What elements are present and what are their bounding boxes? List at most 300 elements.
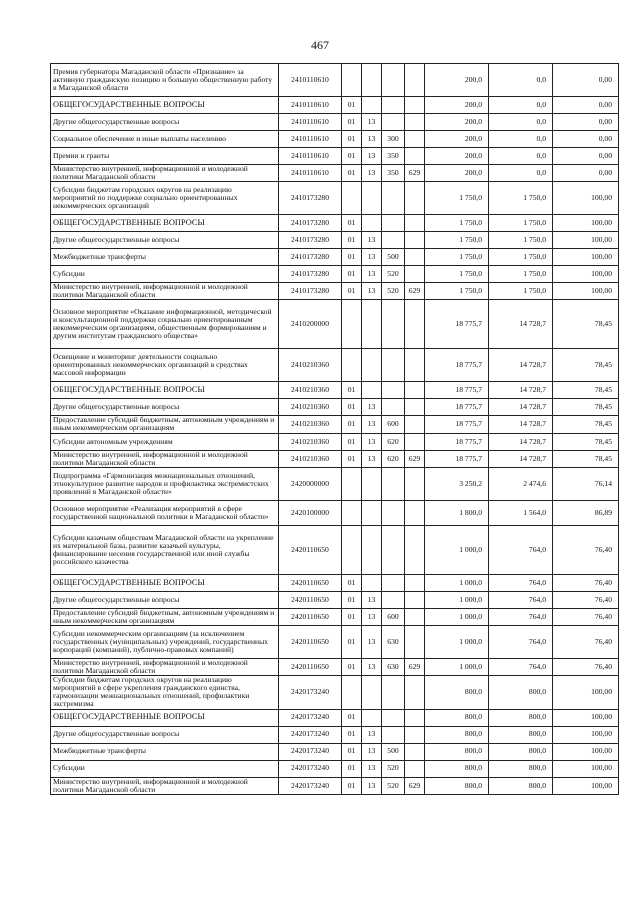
row-department-code <box>405 676 425 709</box>
row-planned-amount: 200,0 <box>425 64 489 97</box>
row-planned-amount: 18 775,7 <box>425 399 489 416</box>
row-target-code: 2410110610 <box>279 64 342 97</box>
row-planned-amount: 200,0 <box>425 165 489 182</box>
row-planned-amount: 1 750,0 <box>425 215 489 232</box>
row-actual-amount: 800,0 <box>489 709 553 726</box>
row-subsection-code: 13 <box>362 266 382 283</box>
row-execution-percent: 100,00 <box>553 726 619 743</box>
row-section-code <box>342 300 362 349</box>
row-actual-amount: 0,0 <box>489 131 553 148</box>
row-name: Предоставление субсидий бюджетным, автономным учреждениям и иным некоммерческим организациям <box>51 608 279 625</box>
row-target-code: 2420173240 <box>279 676 342 709</box>
row-subsection-code: 13 <box>362 726 382 743</box>
row-expense-type-code: 520 <box>382 777 405 794</box>
row-subsection-code <box>362 709 382 726</box>
row-section-code: 01 <box>342 131 362 148</box>
table-row <box>51 450 619 467</box>
row-section-code: 01 <box>342 433 362 450</box>
row-expense-type-code <box>382 182 405 215</box>
table-row <box>51 382 619 399</box>
row-section-code <box>342 64 362 97</box>
row-section-code: 01 <box>342 266 362 283</box>
row-section-code: 01 <box>342 777 362 794</box>
row-target-code: 2420110650 <box>279 608 342 625</box>
row-actual-amount: 764,0 <box>489 591 553 608</box>
row-expense-type-code: 520 <box>382 760 405 777</box>
row-department-code: 629 <box>405 165 425 182</box>
row-section-code: 01 <box>342 625 362 658</box>
row-execution-percent: 0,00 <box>553 64 619 97</box>
table-row <box>51 349 619 382</box>
row-name: Министерство внутренней, информационной и молодежной политики Магаданской области <box>51 165 279 182</box>
row-planned-amount: 3 250,2 <box>425 467 489 500</box>
row-expense-type-code <box>382 64 405 97</box>
row-section-code: 01 <box>342 215 362 232</box>
table-row <box>51 760 619 777</box>
row-target-code: 2420110650 <box>279 625 342 658</box>
row-expense-type-code <box>382 349 405 382</box>
row-department-code <box>405 574 425 591</box>
row-name: Другие общегосударственные вопросы <box>51 726 279 743</box>
row-target-code: 2410173280 <box>279 266 342 283</box>
row-section-code <box>342 525 362 574</box>
row-department-code <box>405 760 425 777</box>
row-name: Предоставление субсидий бюджетным, автономным учреждениям и иным некоммерческим организациям <box>51 416 279 433</box>
row-expense-type-code <box>382 232 405 249</box>
row-execution-percent: 100,00 <box>553 232 619 249</box>
row-department-code <box>405 625 425 658</box>
row-expense-type-code <box>382 382 405 399</box>
row-section-code <box>342 676 362 709</box>
row-actual-amount: 1 564,0 <box>489 500 553 525</box>
row-department-code <box>405 743 425 760</box>
row-expense-type-code: 520 <box>382 283 405 300</box>
row-name: ОБЩЕГОСУДАРСТВЕННЫЕ ВОПРОСЫ <box>51 215 279 232</box>
table-row <box>51 283 619 300</box>
row-expense-type-code: 520 <box>382 266 405 283</box>
row-actual-amount: 764,0 <box>489 525 553 574</box>
row-section-code: 01 <box>342 249 362 266</box>
row-actual-amount: 764,0 <box>489 625 553 658</box>
row-planned-amount: 1 000,0 <box>425 658 489 675</box>
row-execution-percent: 76,40 <box>553 525 619 574</box>
row-subsection-code <box>362 525 382 574</box>
row-expense-type-code: 620 <box>382 450 405 467</box>
row-section-code <box>342 500 362 525</box>
row-expense-type-code <box>382 676 405 709</box>
row-target-code: 2410110610 <box>279 165 342 182</box>
row-department-code <box>405 399 425 416</box>
row-actual-amount: 764,0 <box>489 608 553 625</box>
table-row <box>51 608 619 625</box>
row-section-code: 01 <box>342 232 362 249</box>
row-department-code <box>405 97 425 114</box>
row-department-code: 629 <box>405 777 425 794</box>
row-actual-amount: 800,0 <box>489 777 553 794</box>
row-section-code: 01 <box>342 97 362 114</box>
table-row <box>51 726 619 743</box>
table-row <box>51 574 619 591</box>
row-execution-percent: 0,00 <box>553 165 619 182</box>
row-name: Основное мероприятие «Реализация мероприятий в сфере государственной национальной политики в Магаданской области» <box>51 500 279 525</box>
row-expense-type-code <box>382 215 405 232</box>
row-department-code <box>405 300 425 349</box>
row-expense-type-code <box>382 399 405 416</box>
table-row <box>51 399 619 416</box>
row-actual-amount: 764,0 <box>489 574 553 591</box>
row-actual-amount: 1 750,0 <box>489 283 553 300</box>
row-actual-amount: 1 750,0 <box>489 266 553 283</box>
table-row <box>51 114 619 131</box>
row-target-code: 2410210360 <box>279 399 342 416</box>
row-expense-type-code: 620 <box>382 433 405 450</box>
row-expense-type-code: 600 <box>382 608 405 625</box>
row-planned-amount: 800,0 <box>425 760 489 777</box>
row-execution-percent: 78,45 <box>553 300 619 349</box>
row-subsection-code: 13 <box>362 760 382 777</box>
table-row <box>51 709 619 726</box>
row-target-code: 2420173240 <box>279 760 342 777</box>
row-actual-amount: 800,0 <box>489 676 553 709</box>
row-subsection-code: 13 <box>362 608 382 625</box>
row-section-code: 01 <box>342 591 362 608</box>
row-planned-amount: 18 775,7 <box>425 349 489 382</box>
row-expense-type-code: 630 <box>382 625 405 658</box>
row-execution-percent: 78,45 <box>553 382 619 399</box>
row-department-code <box>405 148 425 165</box>
row-section-code: 01 <box>342 114 362 131</box>
row-department-code <box>405 114 425 131</box>
row-subsection-code <box>362 676 382 709</box>
row-subsection-code: 13 <box>362 232 382 249</box>
row-subsection-code: 13 <box>362 148 382 165</box>
row-execution-percent: 100,00 <box>553 777 619 794</box>
row-expense-type-code: 350 <box>382 165 405 182</box>
row-expense-type-code: 500 <box>382 249 405 266</box>
row-name: Другие общегосударственные вопросы <box>51 232 279 249</box>
row-target-code: 2410210360 <box>279 416 342 433</box>
row-target-code: 2420110650 <box>279 591 342 608</box>
row-target-code: 2410200000 <box>279 300 342 349</box>
row-department-code <box>405 382 425 399</box>
row-execution-percent: 78,45 <box>553 416 619 433</box>
row-execution-percent: 78,45 <box>553 399 619 416</box>
row-execution-percent: 78,45 <box>553 450 619 467</box>
row-department-code: 629 <box>405 283 425 300</box>
row-name: Межбюджетные трансферты <box>51 249 279 266</box>
row-section-code: 01 <box>342 450 362 467</box>
row-department-code: 629 <box>405 450 425 467</box>
row-actual-amount: 0,0 <box>489 148 553 165</box>
table-row <box>51 249 619 266</box>
row-planned-amount: 1 750,0 <box>425 232 489 249</box>
row-target-code: 2410173280 <box>279 249 342 266</box>
row-section-code: 01 <box>342 399 362 416</box>
row-target-code: 2420173240 <box>279 777 342 794</box>
row-name: Премия губернатора Магаданской области «Признание» за активную гражданскую позицию и большую общественную работу в Магаданской области <box>51 64 279 97</box>
row-expense-type-code <box>382 300 405 349</box>
row-subsection-code: 13 <box>362 433 382 450</box>
row-section-code: 01 <box>342 165 362 182</box>
row-name: Подпрограмма «Гармонизация межнациональных отношений, этнокультурное развитие народов и профилактика экстремистских проявлений в Магаданской области» <box>51 467 279 500</box>
row-subsection-code: 13 <box>362 625 382 658</box>
row-planned-amount: 200,0 <box>425 114 489 131</box>
row-target-code: 2410173280 <box>279 215 342 232</box>
row-execution-percent: 100,00 <box>553 182 619 215</box>
row-section-code: 01 <box>342 148 362 165</box>
budget-table <box>50 63 619 795</box>
row-name: Министерство внутренней, информационной и молодежной политики Магаданской области <box>51 658 279 675</box>
row-department-code <box>405 349 425 382</box>
row-expense-type-code: 300 <box>382 131 405 148</box>
row-subsection-code: 13 <box>362 591 382 608</box>
row-execution-percent: 100,00 <box>553 743 619 760</box>
row-actual-amount: 800,0 <box>489 743 553 760</box>
row-planned-amount: 1 750,0 <box>425 283 489 300</box>
row-section-code: 01 <box>342 382 362 399</box>
row-planned-amount: 1 000,0 <box>425 625 489 658</box>
row-actual-amount: 14 728,7 <box>489 399 553 416</box>
row-actual-amount: 0,0 <box>489 114 553 131</box>
row-planned-amount: 800,0 <box>425 777 489 794</box>
row-target-code: 2420173240 <box>279 726 342 743</box>
row-target-code: 2410173280 <box>279 232 342 249</box>
row-planned-amount: 1 000,0 <box>425 525 489 574</box>
row-section-code: 01 <box>342 743 362 760</box>
row-planned-amount: 800,0 <box>425 743 489 760</box>
row-execution-percent: 100,00 <box>553 709 619 726</box>
row-expense-type-code <box>382 500 405 525</box>
row-section-code: 01 <box>342 574 362 591</box>
row-execution-percent: 100,00 <box>553 676 619 709</box>
row-target-code: 2410173280 <box>279 182 342 215</box>
row-target-code: 2410210360 <box>279 382 342 399</box>
row-actual-amount: 1 750,0 <box>489 215 553 232</box>
row-name: Основное мероприятие «Оказание информационной, методической и консультационной поддержки социально ориентированным некоммерческим организациям, общественным формированиям и другим институтам гражданского общества» <box>51 300 279 349</box>
row-actual-amount: 1 750,0 <box>489 249 553 266</box>
row-planned-amount: 18 775,7 <box>425 450 489 467</box>
row-name: Премии и гранты <box>51 148 279 165</box>
row-department-code <box>405 500 425 525</box>
row-planned-amount: 18 775,7 <box>425 300 489 349</box>
row-department-code <box>405 416 425 433</box>
row-execution-percent: 0,00 <box>553 114 619 131</box>
row-subsection-code <box>362 467 382 500</box>
page-number: 467 <box>311 38 329 52</box>
row-subsection-code: 13 <box>362 131 382 148</box>
row-expense-type-code: 350 <box>382 148 405 165</box>
row-department-code <box>405 709 425 726</box>
table-row <box>51 300 619 349</box>
row-expense-type-code <box>382 525 405 574</box>
row-planned-amount: 800,0 <box>425 726 489 743</box>
row-name: Субсидии <box>51 266 279 283</box>
row-target-code: 2420110650 <box>279 525 342 574</box>
row-name: Межбюджетные трансферты <box>51 743 279 760</box>
row-department-code: 629 <box>405 658 425 675</box>
row-planned-amount: 1 000,0 <box>425 608 489 625</box>
table-row <box>51 97 619 114</box>
row-department-code <box>405 232 425 249</box>
row-planned-amount: 1 000,0 <box>425 574 489 591</box>
row-name: ОБЩЕГОСУДАРСТВЕННЫЕ ВОПРОСЫ <box>51 574 279 591</box>
row-target-code: 2410110610 <box>279 131 342 148</box>
table-row <box>51 500 619 525</box>
row-planned-amount: 1 750,0 <box>425 182 489 215</box>
row-target-code: 2410173280 <box>279 283 342 300</box>
row-subsection-code <box>362 97 382 114</box>
row-actual-amount: 1 750,0 <box>489 232 553 249</box>
row-actual-amount: 14 728,7 <box>489 382 553 399</box>
row-planned-amount: 200,0 <box>425 97 489 114</box>
row-expense-type-code: 500 <box>382 743 405 760</box>
row-subsection-code <box>362 300 382 349</box>
row-section-code: 01 <box>342 760 362 777</box>
table-row <box>51 525 619 574</box>
row-target-code: 2410210360 <box>279 349 342 382</box>
row-execution-percent: 100,00 <box>553 215 619 232</box>
row-subsection-code: 13 <box>362 743 382 760</box>
row-target-code: 2410210360 <box>279 450 342 467</box>
row-name: ОБЩЕГОСУДАРСТВЕННЫЕ ВОПРОСЫ <box>51 709 279 726</box>
row-execution-percent: 0,00 <box>553 97 619 114</box>
row-target-code: 2420110650 <box>279 574 342 591</box>
row-name: Субсидии бюджетам городских округов на реализацию мероприятий по поддержке социально ориентированных некоммерческих организаций <box>51 182 279 215</box>
row-target-code: 2420000000 <box>279 467 342 500</box>
row-target-code: 2410210360 <box>279 433 342 450</box>
row-section-code: 01 <box>342 709 362 726</box>
row-name: Другие общегосударственные вопросы <box>51 399 279 416</box>
row-subsection-code: 13 <box>362 114 382 131</box>
row-subsection-code: 13 <box>362 450 382 467</box>
row-actual-amount: 14 728,7 <box>489 416 553 433</box>
row-execution-percent: 76,40 <box>553 591 619 608</box>
row-subsection-code <box>362 500 382 525</box>
row-actual-amount: 14 728,7 <box>489 300 553 349</box>
row-planned-amount: 18 775,7 <box>425 382 489 399</box>
row-expense-type-code <box>382 97 405 114</box>
row-actual-amount: 1 750,0 <box>489 182 553 215</box>
row-execution-percent: 76,14 <box>553 467 619 500</box>
row-section-code <box>342 182 362 215</box>
row-subsection-code: 13 <box>362 777 382 794</box>
row-section-code <box>342 467 362 500</box>
row-expense-type-code: 630 <box>382 658 405 675</box>
row-actual-amount: 800,0 <box>489 726 553 743</box>
row-execution-percent: 76,40 <box>553 625 619 658</box>
table-row <box>51 266 619 283</box>
row-department-code <box>405 433 425 450</box>
row-target-code: 2420110650 <box>279 658 342 675</box>
row-subsection-code <box>362 382 382 399</box>
row-expense-type-code: 600 <box>382 416 405 433</box>
row-department-code <box>405 131 425 148</box>
row-department-code <box>405 266 425 283</box>
row-expense-type-code <box>382 709 405 726</box>
row-expense-type-code <box>382 591 405 608</box>
row-target-code: 2420173240 <box>279 743 342 760</box>
row-execution-percent: 78,45 <box>553 433 619 450</box>
row-expense-type-code <box>382 726 405 743</box>
row-planned-amount: 800,0 <box>425 676 489 709</box>
table-row <box>51 433 619 450</box>
row-subsection-code <box>362 64 382 97</box>
row-planned-amount: 1 750,0 <box>425 266 489 283</box>
row-name: Субсидии некоммерческим организациям (за исключением государственных (муниципальных) учреждений, государственных корпораций (компаний), публично-правовых компаний) <box>51 625 279 658</box>
row-department-code <box>405 215 425 232</box>
row-name: ОБЩЕГОСУДАРСТВЕННЫЕ ВОПРОСЫ <box>51 382 279 399</box>
row-execution-percent: 0,00 <box>553 131 619 148</box>
row-planned-amount: 1 000,0 <box>425 591 489 608</box>
row-execution-percent: 76,40 <box>553 658 619 675</box>
row-execution-percent: 78,45 <box>553 349 619 382</box>
row-name: Министерство внутренней, информационной и молодежной политики Магаданской области <box>51 450 279 467</box>
row-planned-amount: 200,0 <box>425 148 489 165</box>
row-actual-amount: 14 728,7 <box>489 349 553 382</box>
row-planned-amount: 18 775,7 <box>425 433 489 450</box>
row-target-code: 2410110610 <box>279 114 342 131</box>
row-subsection-code <box>362 182 382 215</box>
row-planned-amount: 1 800,0 <box>425 500 489 525</box>
row-section-code <box>342 349 362 382</box>
table-row <box>51 743 619 760</box>
row-name: ОБЩЕГОСУДАРСТВЕННЫЕ ВОПРОСЫ <box>51 97 279 114</box>
table-row <box>51 64 619 97</box>
table-row <box>51 658 619 675</box>
row-expense-type-code <box>382 467 405 500</box>
row-name: Министерство внутренней, информационной и молодежной политики Магаданской области <box>51 283 279 300</box>
row-subsection-code: 13 <box>362 283 382 300</box>
row-subsection-code <box>362 574 382 591</box>
row-department-code <box>405 249 425 266</box>
row-name: Другие общегосударственные вопросы <box>51 114 279 131</box>
row-name: Субсидии <box>51 760 279 777</box>
row-department-code <box>405 467 425 500</box>
row-section-code: 01 <box>342 416 362 433</box>
row-subsection-code: 13 <box>362 165 382 182</box>
table-row <box>51 676 619 709</box>
row-subsection-code: 13 <box>362 416 382 433</box>
row-execution-percent: 76,40 <box>553 574 619 591</box>
row-department-code <box>405 608 425 625</box>
row-department-code <box>405 182 425 215</box>
row-planned-amount: 1 750,0 <box>425 249 489 266</box>
row-planned-amount: 18 775,7 <box>425 416 489 433</box>
row-subsection-code <box>362 349 382 382</box>
row-section-code: 01 <box>342 608 362 625</box>
row-execution-percent: 0,00 <box>553 148 619 165</box>
row-execution-percent: 86,89 <box>553 500 619 525</box>
table-row <box>51 416 619 433</box>
table-row <box>51 165 619 182</box>
row-department-code <box>405 525 425 574</box>
row-actual-amount: 14 728,7 <box>489 433 553 450</box>
table-row <box>51 777 619 794</box>
row-target-code: 2410110610 <box>279 148 342 165</box>
row-name: Субсидии казачьим обществам Магаданской области на укрепление их материальной базы, развитие казачьей культуры, финансирование несения государственной или иной службы российского казачества <box>51 525 279 574</box>
row-subsection-code <box>362 215 382 232</box>
table-row <box>51 625 619 658</box>
row-subsection-code: 13 <box>362 399 382 416</box>
row-section-code: 01 <box>342 283 362 300</box>
table-row <box>51 232 619 249</box>
row-target-code: 2410110610 <box>279 97 342 114</box>
row-execution-percent: 100,00 <box>553 760 619 777</box>
row-target-code: 2420173240 <box>279 709 342 726</box>
row-department-code <box>405 591 425 608</box>
row-actual-amount: 2 474,6 <box>489 467 553 500</box>
row-name: Социальное обеспечение и иные выплаты населению <box>51 131 279 148</box>
